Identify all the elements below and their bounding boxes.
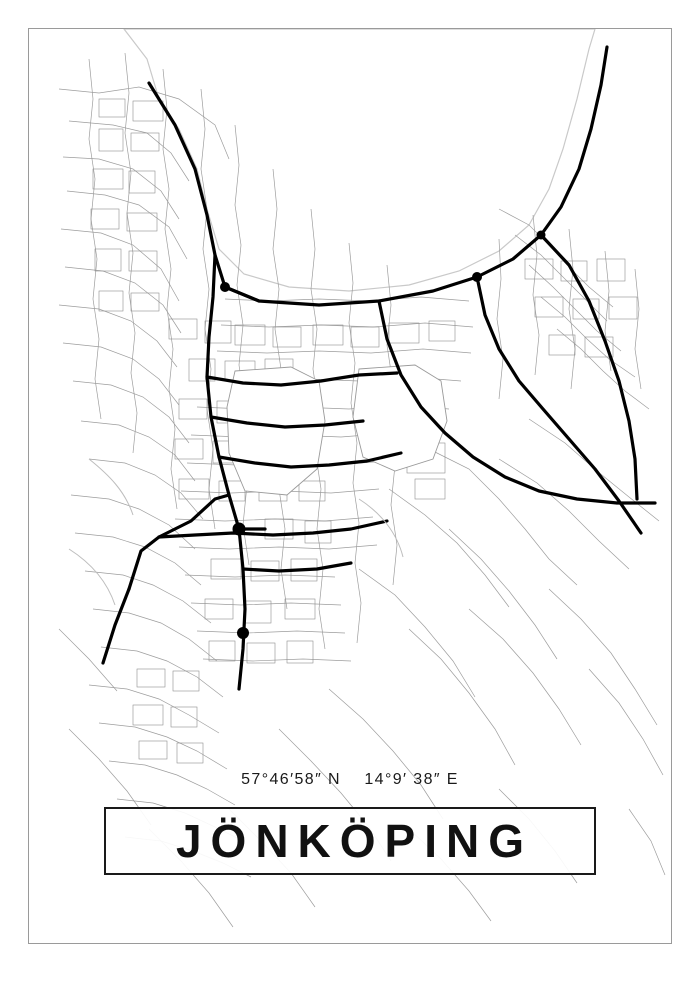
city-title-box (104, 807, 596, 875)
poster-frame (28, 28, 672, 944)
city-title: JÖNKÖPING (175, 815, 534, 867)
city-map-graphic (29, 29, 671, 943)
coordinates-label: 57°46′58″ N 14°9′ 38″ E (241, 771, 459, 788)
